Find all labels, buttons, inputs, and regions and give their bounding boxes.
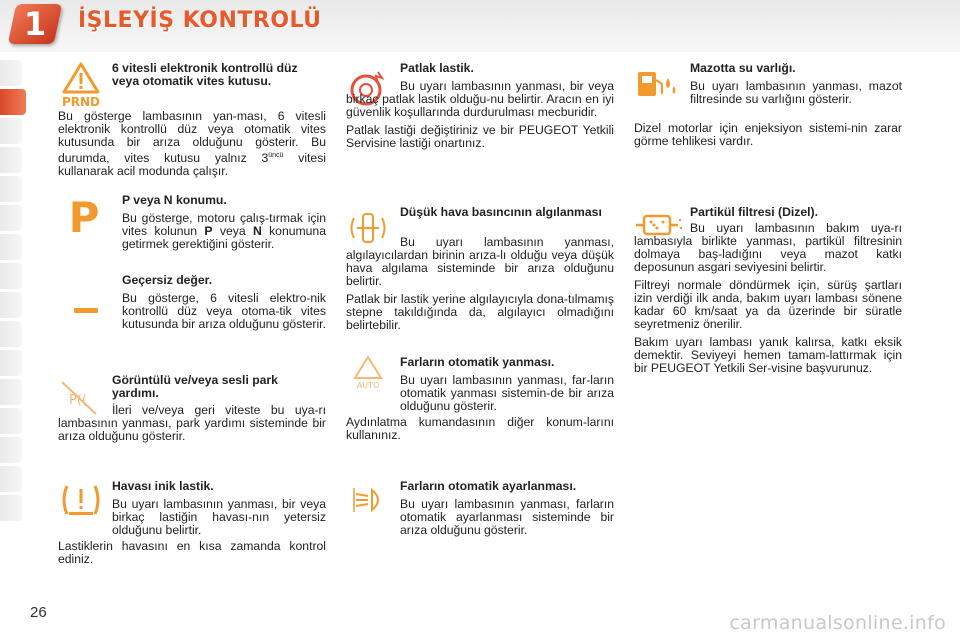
auto-lights-section bbox=[400, 356, 614, 418]
chapter-tab[interactable] bbox=[0, 147, 22, 173]
dpf-body bbox=[634, 222, 902, 380]
gearbox-text-b: vitesi kullanarak acil modunda çalışır. bbox=[58, 151, 326, 179]
p-n-text-n: N bbox=[252, 224, 262, 238]
dpf-text-2: Filtreyi normale döndürmek için, sürüş şartları izin verdiği ilk anda, bakım uyarı lambası sönene kadar 60 km/saat ya da üzerinde bir süratle seyretmeniz önerilir. bbox=[634, 278, 902, 331]
chapter-tab[interactable] bbox=[0, 60, 22, 86]
p-position-icon bbox=[64, 196, 104, 238]
invalid-value-dash-icon bbox=[70, 300, 102, 320]
water-in-diesel-icon bbox=[634, 66, 680, 102]
chapter-tab[interactable] bbox=[0, 292, 22, 318]
tyre-text-2: Lastiklerin havasını en kısa zamanda kontrol ediniz. bbox=[58, 539, 326, 566]
water-body bbox=[634, 122, 902, 153]
p-n-text bbox=[122, 212, 326, 251]
chapter-tabs bbox=[0, 60, 28, 524]
tyre-text-1: Bu uyarı lambasının yanması, bir veya birkaç lastiğin havası-nın yetersiz olduğunu belirtir. bbox=[112, 497, 326, 537]
low-pressure-text-1: Bu uyarı lambasının yanması, algılayıcılardan birinin arıza-lı olduğu veya düşük hava algılama sisteminde bir arıza olduğunu belirtir. bbox=[346, 235, 614, 288]
chapter-tab[interactable] bbox=[0, 176, 22, 202]
svg-text:PRND: PRND bbox=[61, 95, 101, 108]
chapter-tab-active[interactable] bbox=[0, 89, 26, 115]
auto-lights-text-1: Bu uyarı lambasının yanması, far-ların otomatik yanması sistemin-de bir arıza olduğunu gösterir. bbox=[400, 373, 614, 413]
headlamp-adjust-text: Bu uyarı lambasının yanması, farların otomatik ayarlanması sisteminde bir arıza olduğunu gösterir. bbox=[400, 497, 614, 537]
parking-body bbox=[58, 404, 326, 448]
low-tyre-pressure-icon bbox=[58, 480, 104, 520]
low-pressure-section bbox=[400, 206, 614, 224]
water-text-2: Dizel motorlar için enjeksiyon sistemi-nin zarar görme tehlikesi vardır. bbox=[634, 121, 902, 148]
chapter-tab[interactable] bbox=[0, 466, 22, 492]
low-pressure-body bbox=[346, 236, 614, 337]
gearbox-body bbox=[58, 110, 326, 183]
svg-text:P: P bbox=[68, 196, 100, 238]
p-n-text-b: veya bbox=[212, 224, 253, 238]
page-number: 26 bbox=[30, 604, 47, 621]
p-n-section bbox=[122, 194, 326, 256]
svg-text:P((: P(( bbox=[69, 393, 87, 408]
chapter-tab[interactable] bbox=[0, 408, 22, 434]
dpf-title: Partikül filtresi (Dizel). bbox=[690, 205, 818, 219]
headlamp-adjust-icon bbox=[350, 482, 390, 518]
low-pressure-text-2: Patlak bir lastik yerine algılayıcıyla dona-tılmamış stepne takıldığında da, algılayıcı olmadığını belirtebilir. bbox=[346, 292, 614, 332]
water-text-1: Bu uyarı lambasının yanması, mazot filtresinde su varlığını gösterir. bbox=[690, 79, 902, 106]
gearbox-text-a: Bu gösterge lambasının yan-ması, 6 vitesli elektronik kontrollü düz veya otomatik vites kutusunda bir arıza olduğunu gösterir. Bu durumda, vites kutusu yalnız 3 bbox=[58, 109, 326, 166]
chapter-tab[interactable] bbox=[0, 495, 22, 521]
puncture-body bbox=[346, 80, 614, 155]
watermark: carmanualsonline.info bbox=[729, 612, 946, 634]
chapter-tab[interactable] bbox=[0, 263, 22, 289]
water-title: Mazotta su varlığı. bbox=[690, 61, 796, 75]
auto-lights-body bbox=[346, 416, 614, 447]
gearbox-title: 6 vitesli elektronik kontrollü düz veya otomatik vites kutusu. bbox=[112, 61, 298, 88]
parking-title: Görüntülü ve/veya sesli park yardımı. bbox=[112, 373, 278, 400]
invalid-title: Geçersiz değer. bbox=[122, 273, 213, 287]
tyre-body bbox=[58, 540, 326, 571]
p-n-title: P veya N konumu. bbox=[122, 193, 227, 207]
auto-lights-icon bbox=[350, 354, 386, 390]
p-n-text-a: Bu gösterge, motoru çalış-tırmak için vites kolunun bbox=[122, 211, 326, 238]
low-pressure-title: Düşük hava basıncının algılanması bbox=[400, 205, 602, 219]
chapter-tab[interactable] bbox=[0, 350, 22, 376]
gearbox-text bbox=[58, 110, 326, 178]
dpf-text-3: Bakım uyarı lambası yanık kalırsa, katkı eksik demektir. Seviyeyi hemen tamam-lattırmak için bir PEUGEOT Yetkili Ser-visine başvurunuz. bbox=[634, 335, 902, 375]
chapter-tab[interactable] bbox=[0, 118, 22, 144]
chapter-tab[interactable] bbox=[0, 379, 22, 405]
headlamp-adjust-section bbox=[400, 480, 614, 542]
gearbox-warning-icon bbox=[58, 62, 104, 108]
auto-lights-text-2: Aydınlatma kumandasının diğer konum-larını kullanınız. bbox=[346, 415, 614, 442]
invalid-text: Bu gösterge, 6 vitesli elektro-nik kontrollü düz veya otoma-tik vites kutusunda bir arıza olduğunu gösterir. bbox=[122, 291, 326, 331]
gearbox-section bbox=[112, 62, 326, 93]
chapter-tab[interactable] bbox=[0, 437, 22, 463]
p-n-text-p: P bbox=[204, 224, 213, 238]
puncture-text-2: Patlak lastiği değiştiriniz ve bir PEUGEOT Yetkili Servisine lastiği onartınız. bbox=[346, 123, 614, 150]
parking-section bbox=[112, 374, 326, 405]
headlamp-adjust-title: Farların otomatik ayarlanması. bbox=[400, 479, 577, 493]
chapter-tab[interactable] bbox=[0, 205, 22, 231]
puncture-text-1: Bu uyarı lambasının yanması, bir veya birkaç patlak lastik olduğu-nu belirtir. Aracın en iyi güvenlik koşullarında durdurulması mecburidir. bbox=[346, 79, 614, 119]
chapter-number: 1 bbox=[23, 5, 47, 43]
chapter-tab[interactable] bbox=[0, 321, 22, 347]
gearbox-sup: üncü bbox=[268, 152, 284, 159]
page-title: İŞLEYİŞ KONTROLÜ bbox=[78, 8, 322, 33]
parking-text: İleri ve/veya geri viteste bu uya-rı lambasının yanması, park yardımı sisteminde bir arıza olduğunu gösterir. bbox=[58, 403, 326, 443]
chapter-number-badge bbox=[8, 4, 63, 44]
puncture-title: Patlak lastik. bbox=[400, 61, 474, 75]
puncture-section bbox=[400, 62, 614, 80]
invalid-section bbox=[122, 274, 326, 336]
tyre-section bbox=[112, 480, 326, 542]
tyre-title: Havası inik lastik. bbox=[112, 479, 214, 493]
auto-lights-title: Farların otomatik yanması. bbox=[400, 355, 555, 369]
dpf-text-1: Bu uyarı lambasının bakım uya-rı lambasıyla birlikte yanması, partikül filtresinin dolmaya baş-ladığını veya mazot katkı deposunun asgari seviyesini belirtir. bbox=[634, 221, 902, 274]
chapter-tab[interactable] bbox=[0, 234, 22, 260]
svg-text:AUTO: AUTO bbox=[356, 381, 380, 390]
water-section bbox=[690, 62, 902, 111]
p-n-text-c: konumuna getirmek gerektiğini gösterir. bbox=[122, 224, 326, 251]
